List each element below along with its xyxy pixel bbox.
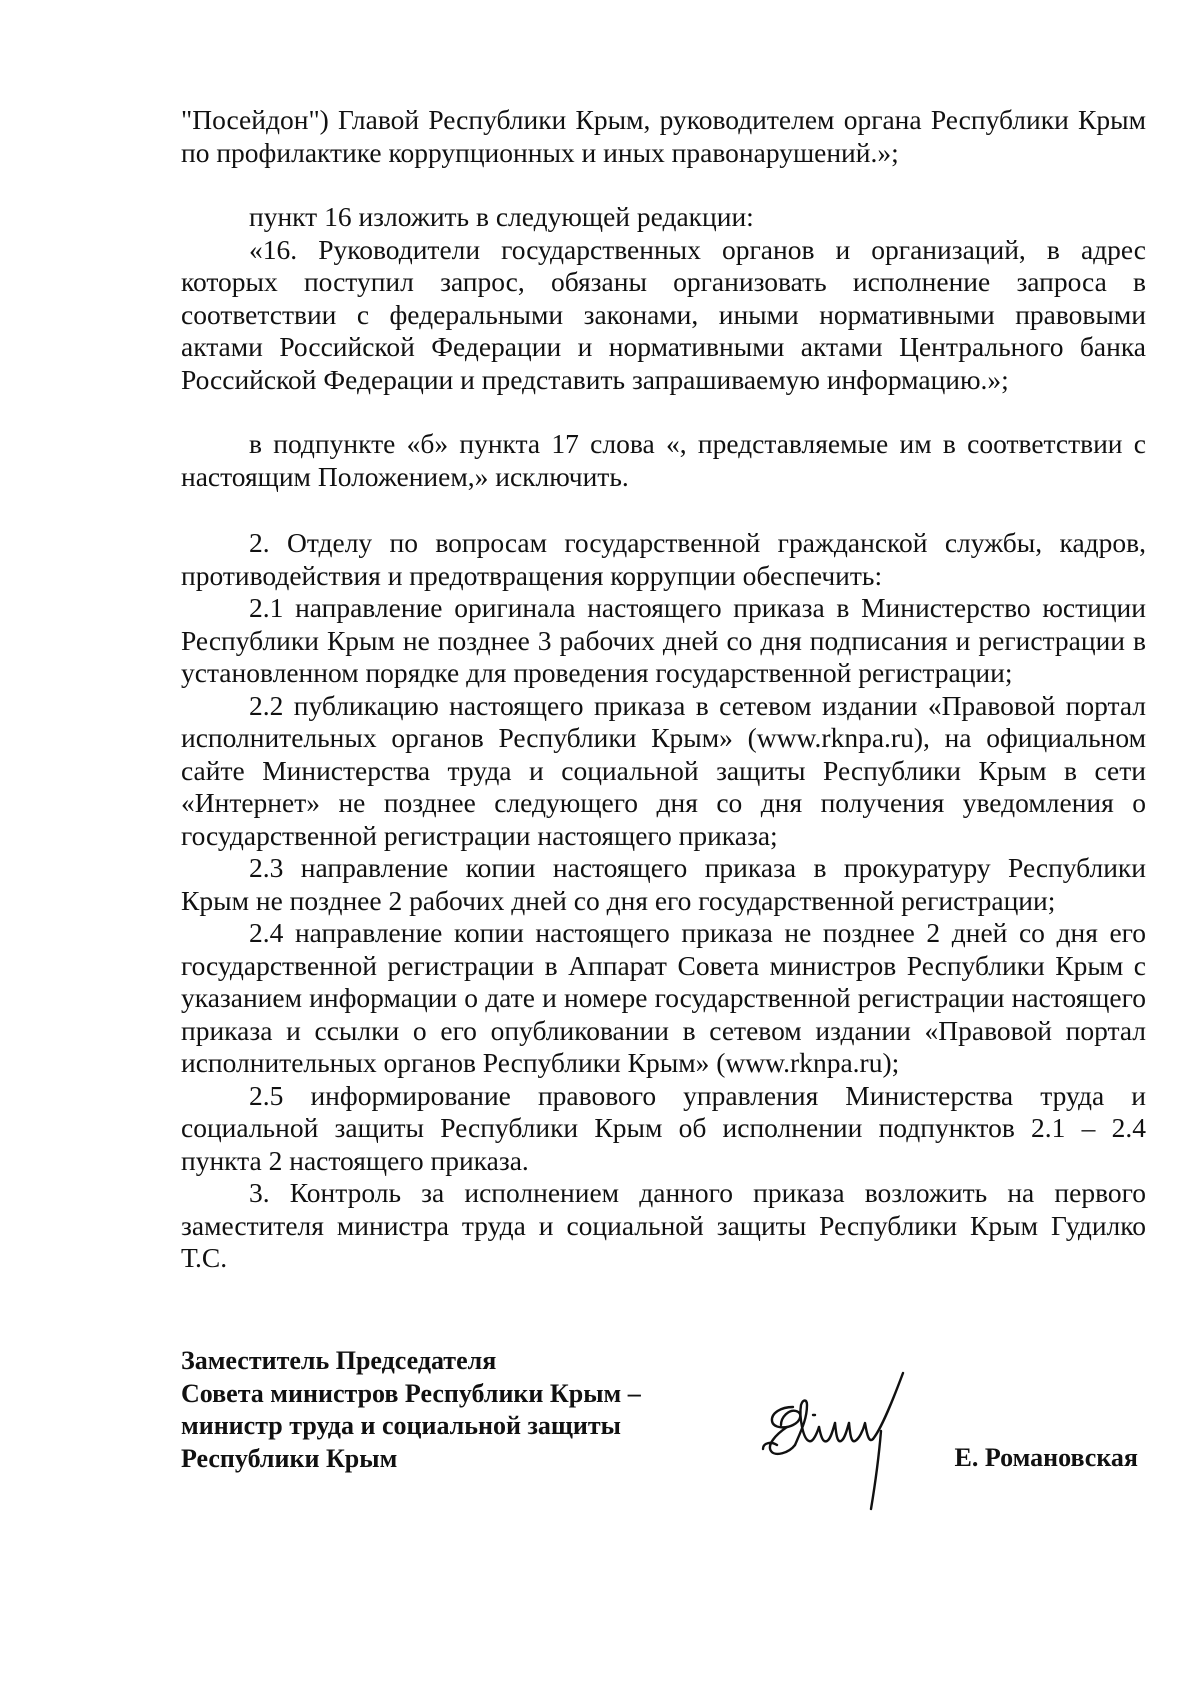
paragraph-item-3: 3. Контроль за исполнением данного приказа возложить на первого заместителя министра труда и социальной защиты Республики Крым Гудилко Т.С.	[181, 1177, 1146, 1273]
paragraph-item-2-5: 2.5 информирование правового управления Министерства труда и социальной защиты Республики Крым об исполнении подпунктов 2.1 – 2.4 пункта 2 настоящего приказа.	[181, 1079, 1146, 1176]
paragraph-item-2-1: 2.1 направление оригинала настоящего приказа в Министерство юстиции Республики Крым не позднее 3 рабочих дней со дня подписания и регистрации в установленном порядке для проведения государственной регистрации;	[181, 592, 1146, 688]
paragraph-item-2-3: 2.3 направление копии настоящего приказа в прокуратуру Республики Крым не позднее 2 рабочих дней со дня его государственной регистрации;	[181, 852, 1146, 916]
signatory-title-line: Республики Крым	[181, 1443, 398, 1473]
signatory-title-line: министр труда и социальной защиты	[181, 1411, 621, 1440]
document-body	[181, 104, 1146, 1275]
handwritten-signature	[741, 1345, 931, 1515]
signatory-name: Е. Романовская	[954, 1443, 1138, 1472]
paragraph-point-16-text: «16. Руководители государственных органов и организаций, в адрес которых поступил запрос, обязаны организовать исполнение запроса в соответствии с федеральными законами, иными нормативными правовыми актами Российской Федерации и нормативными актами Центрального банка Российской Федерации и представить запрашиваемую информацию.»;	[181, 233, 1146, 395]
paragraph-point-17-amendment: в подпункте «б» пункта 17 слова «, представляемые им в соответствии с настоящим Положением,» исключить.	[181, 428, 1146, 492]
signatory-title-line: Совета министров Республики Крым –	[181, 1378, 641, 1408]
signature-block	[181, 1345, 1146, 1525]
paragraph-item-2-2: 2.2 публикацию настоящего приказа в сетевом издании «Правовой портал исполнительных органов Республики Крым» (www.rknpa.ru), на официальном сайте Министерства труда и социальной защиты Республики Крым в сети «Интернет» не позднее следующего дня со дня получения уведомления о государственной регистрации настоящего приказа;	[181, 689, 1146, 851]
paragraph-continuation: "Посейдон") Главой Республики Крым, руководителем органа Республики Крым по профилактике коррупционных и иных правонарушений.»;	[181, 104, 1146, 168]
paragraph-point-16-intro: пункт 16 изложить в следующей редакции:	[249, 201, 754, 232]
paragraph-item-2: 2. Отделу по вопросам государственной гражданской службы, кадров, противодействия и предотвращения коррупции обеспечить:	[181, 527, 1146, 591]
signatory-title	[181, 1345, 641, 1475]
signatory-title-line: Заместитель Председателя	[181, 1346, 497, 1375]
paragraph-item-2-4: 2.4 направление копии настоящего приказа не позднее 2 дней со дня его государственной регистрации в Аппарат Совета министров Республики Крым с указанием информации о дате и номере государственной регистрации настоящего приказа и ссылки о его опубликовании в сетевом издании «Правовой портал исполнительных органов Республики Крым» (www.rknpa.ru);	[181, 917, 1146, 1078]
